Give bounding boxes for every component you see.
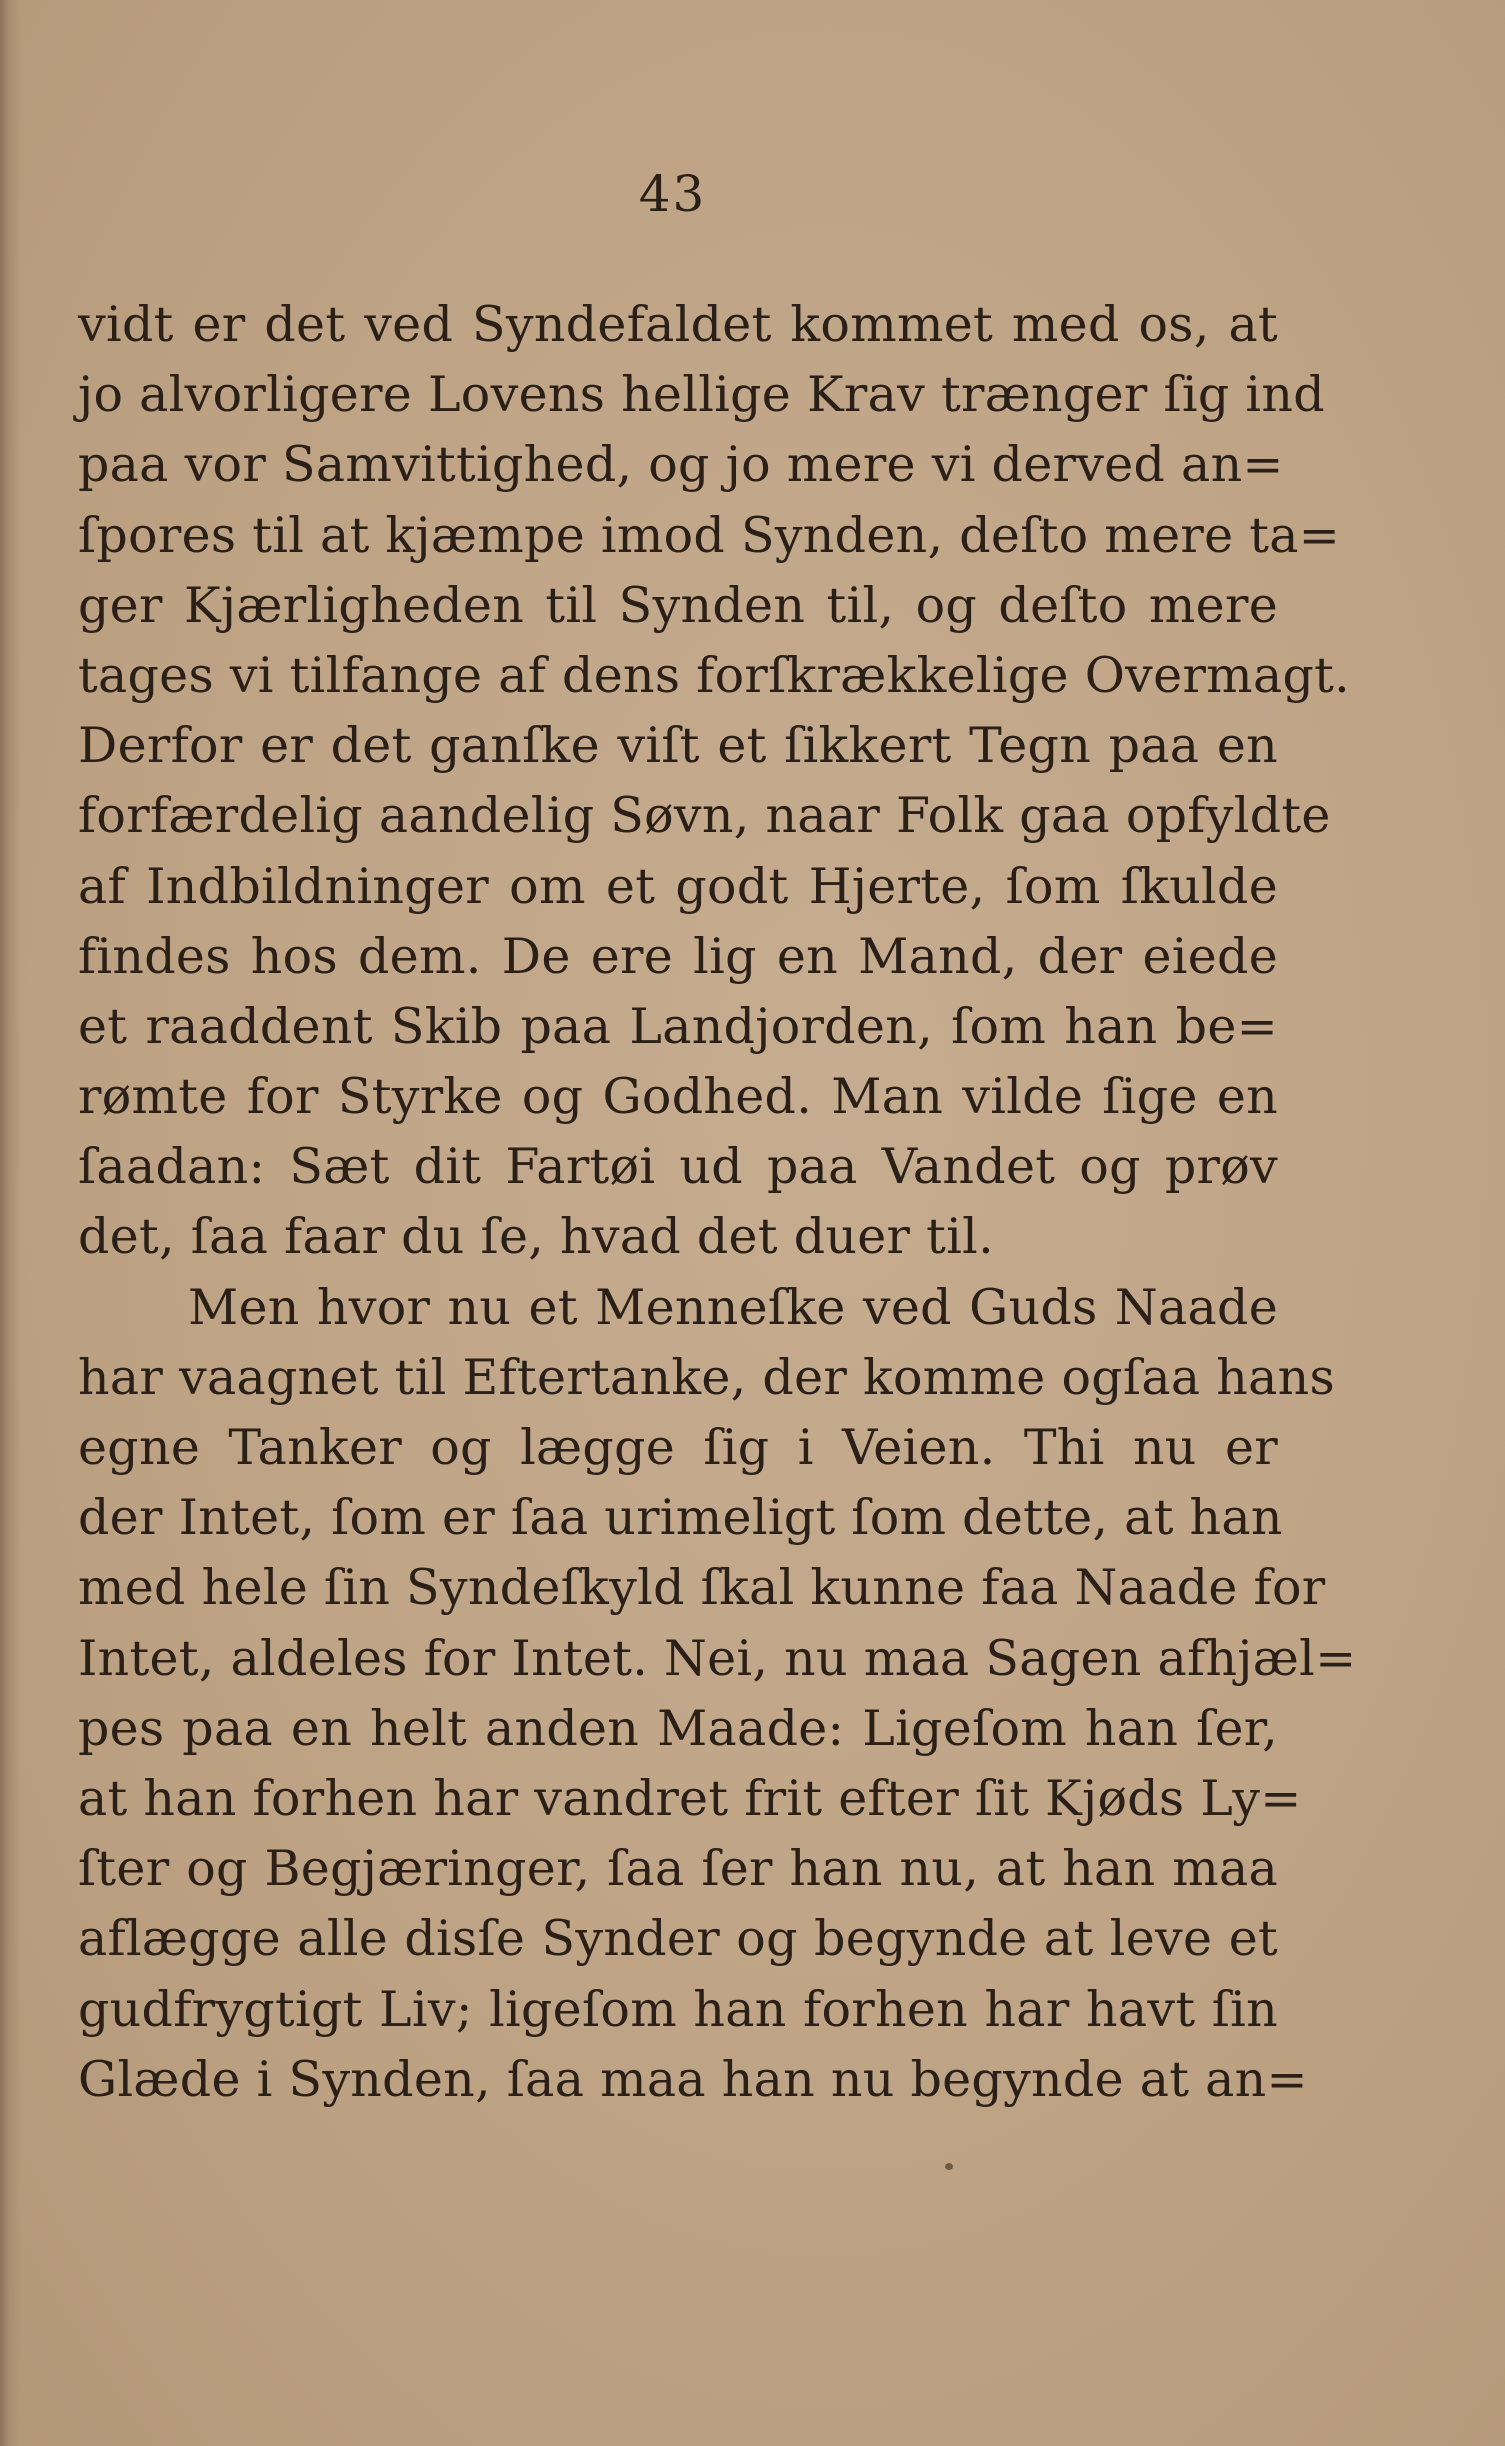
text-line: ger Kjærligheden til Synden til, og deſto mere — [78, 576, 1278, 634]
text-line: et raaddent Skib paa Landjorden, ſom han be= — [78, 997, 1278, 1055]
text-line: gudfrygtigt Liv; ligeſom han forhen har havt ſin — [78, 1980, 1278, 2038]
text-line: pes paa en helt anden Maade: Ligeſom han ſer, — [78, 1699, 1278, 1757]
page-number: 43 — [638, 165, 707, 223]
text-line: har vaagnet til Eftertanke, der komme ogſaa hans — [78, 1348, 1335, 1406]
text-line: paa vor Samvittighed, og jo mere vi derved an= — [78, 436, 1284, 494]
text-line: ſter og Begjæringer, ſaa ſer han nu, at han maa — [78, 1840, 1278, 1898]
paper-speck — [945, 2163, 953, 2170]
text-line: Glæde i Synden, ſaa maa han nu begynde at an= — [78, 2050, 1308, 2108]
text-line: ſpores til at kjæmpe imod Synden, deſto mere ta= — [78, 506, 1341, 564]
page-binding-edge — [0, 0, 22, 2446]
text-line: det, ſaa faar du ſe, hvad det duer til. — [78, 1208, 994, 1266]
text-line: ſaadan: Sæt dit Fartøi ud paa Vandet og prøv — [78, 1138, 1278, 1196]
text-line: tages vi tilfange af dens forſkrækkelige Overmagt. — [78, 646, 1350, 704]
text-line: aflægge alle disſe Synder og begynde at leve et — [78, 1910, 1278, 1968]
text-line: findes hos dem. De ere lig en Mand, der eiede — [78, 927, 1278, 985]
text-line: med hele ſin Syndeſkyld ſkal kunne faa Naade for — [78, 1559, 1326, 1617]
text-line: Men hvor nu et Menneſke ved Guds Naade — [188, 1278, 1278, 1336]
text-line: Derfor er det ganſke viſt et ſikkert Tegn paa en — [78, 717, 1278, 775]
body-text — [78, 290, 1357, 2115]
text-line: rømte for Styrke og Godhed. Man vilde ſige en — [78, 1068, 1278, 1126]
text-line: vidt er det ved Syndefaldet kommet med os, at — [78, 296, 1278, 353]
text-line: Intet, aldeles for Intet. Nei, nu maa Sagen afhjæl= — [78, 1629, 1357, 1687]
text-line: jo alvorligere Lovens hellige Krav trænger ſig ind — [78, 366, 1325, 424]
text-line: forfærdelig aandelig Søvn, naar Folk gaa opfyldte — [78, 787, 1331, 845]
text-line: at han forhen har vandret frit efter ſit Kjøds Ly= — [78, 1769, 1302, 1827]
text-line: af Indbildninger om et godt Hjerte, ſom ſkulde — [78, 857, 1278, 915]
text-line: der Intet, ſom er ſaa urimeligt ſom dette, at han — [78, 1489, 1283, 1547]
text-line: egne Tanker og lægge ſig i Veien. Thi nu er — [78, 1419, 1278, 1476]
